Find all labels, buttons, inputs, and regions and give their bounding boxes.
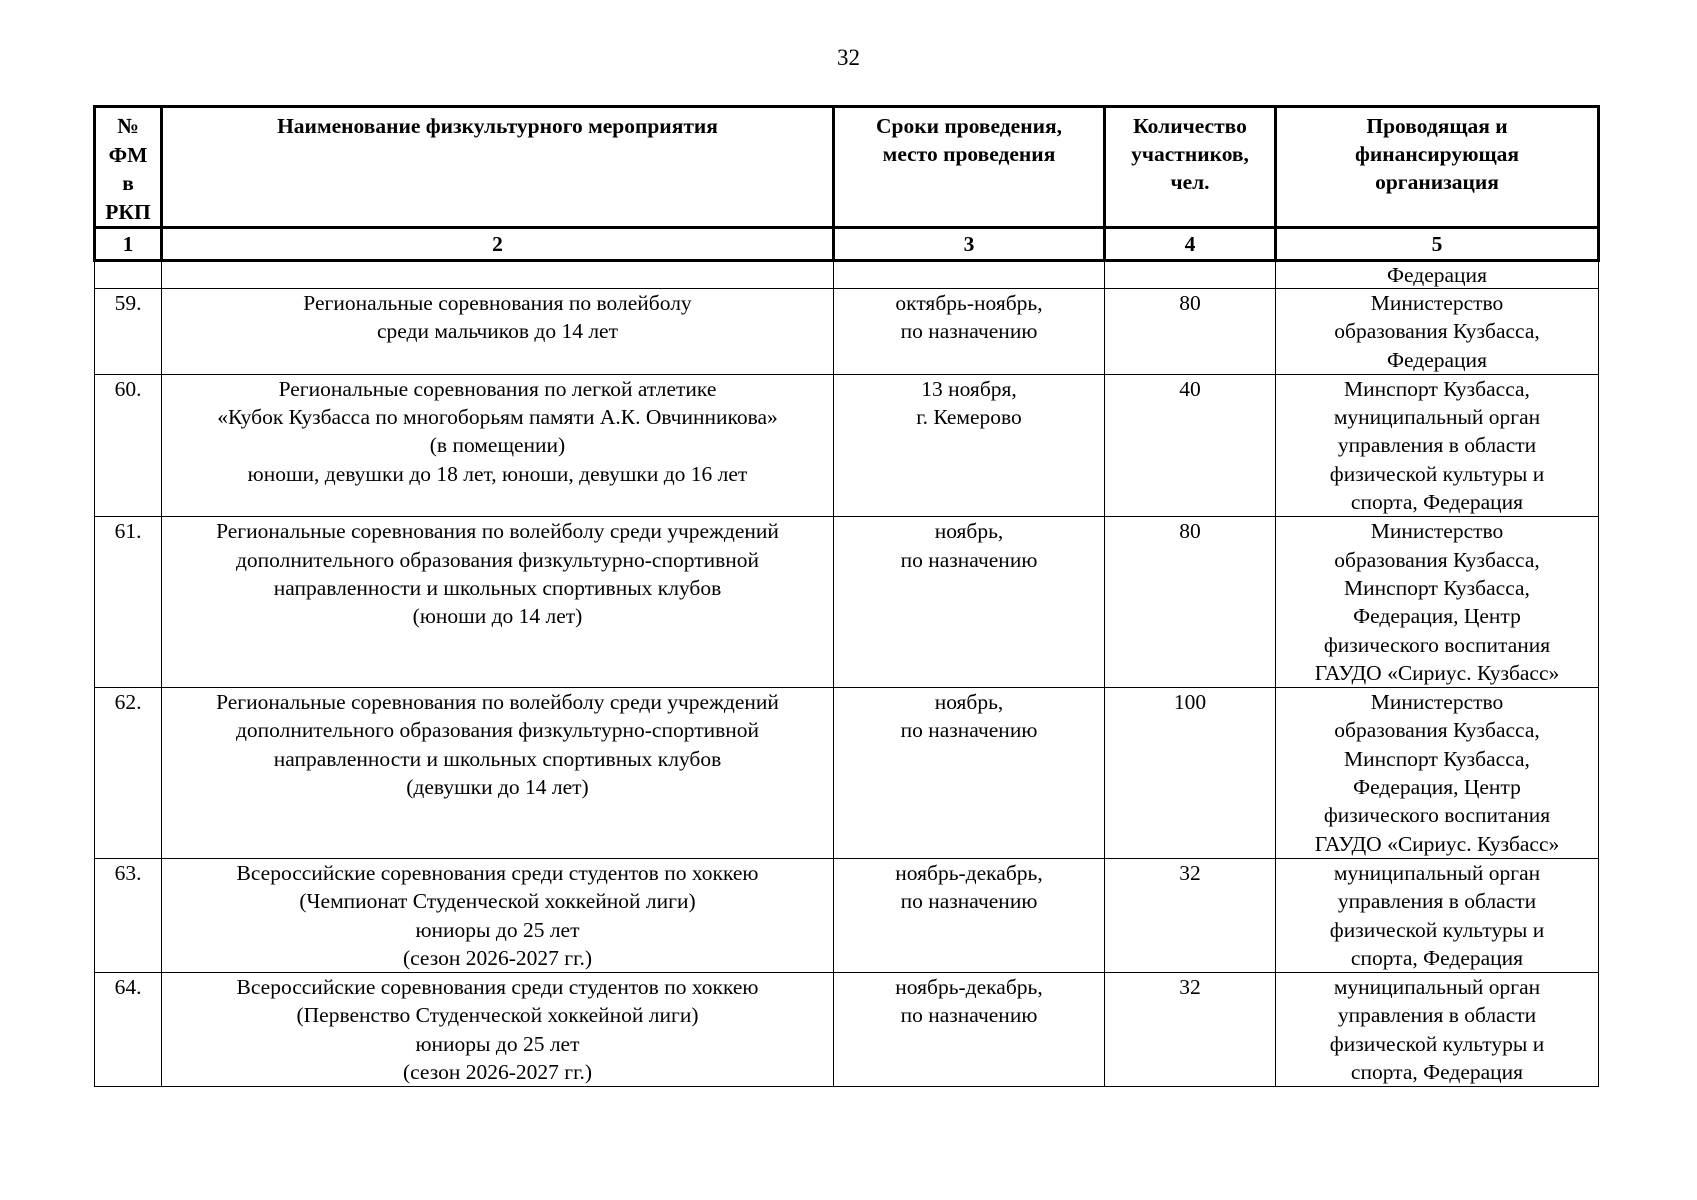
header-text: участников, <box>1131 142 1249 166</box>
cell-line: среди мальчиков до 14 лет <box>376 319 618 344</box>
cell-line: дополнительного образования физкультурно-спортивной <box>235 547 760 572</box>
cell-dates <box>834 688 1105 859</box>
cell-line: ноябрь-декабрь, <box>895 975 1043 1000</box>
column-number: 3 <box>834 228 1105 261</box>
cell-name <box>162 374 834 516</box>
cell-count: 40 <box>1105 374 1276 516</box>
table-row <box>95 973 1599 1087</box>
cell-name <box>162 261 834 289</box>
cell-line: г. Кемерово <box>916 405 1022 430</box>
cell-line: Минспорт Кузбасса, <box>1344 575 1530 600</box>
header-text: организация <box>1375 170 1499 194</box>
cell-line: ГАУДО «Сириус. Кузбасс» <box>1314 660 1560 685</box>
continuation-row <box>95 261 1599 289</box>
cell-line: муниципальный орган <box>1333 405 1541 430</box>
header-count <box>1105 107 1276 228</box>
cell-line: дополнительного образования физкультурно-спортивной <box>235 718 760 743</box>
header-text: ФМ <box>108 142 148 167</box>
table-row <box>95 289 1599 375</box>
column-number: 4 <box>1105 228 1276 261</box>
header-text: № <box>117 114 139 138</box>
cell-num: 59. <box>95 289 162 375</box>
cell-line: образования Кузбасса, <box>1334 718 1540 743</box>
cell-line: по назначению <box>900 718 1038 743</box>
cell-line: ГАУДО «Сириус. Кузбасс» <box>1314 831 1560 856</box>
cell-dates <box>834 973 1105 1087</box>
page-number: 32 <box>837 45 860 70</box>
cell-line: (юноши до 14 лет) <box>412 604 583 629</box>
header-row <box>95 107 1599 228</box>
cell-line: спорта, Федерация <box>1350 490 1524 515</box>
column-number: 2 <box>162 228 834 261</box>
cell-line: по назначению <box>900 889 1038 914</box>
cell-line: муниципальный орган <box>1333 975 1541 1000</box>
cell-name <box>162 289 834 375</box>
table-row <box>95 517 1599 688</box>
cell-line: Министерство <box>1370 291 1504 315</box>
cell-line: управления в области <box>1337 433 1537 458</box>
cell-line: юноши, девушки до 18 лет, юноши, девушки до 16 лет <box>247 461 748 486</box>
cell-dates <box>834 374 1105 516</box>
cell-line: Минспорт Кузбасса, <box>1344 746 1530 771</box>
events-table <box>93 105 1600 1087</box>
header-org <box>1276 107 1599 228</box>
cell-org <box>1276 858 1599 972</box>
cell-line: Федерация <box>1387 347 1487 372</box>
cell-line: по назначению <box>900 1003 1038 1028</box>
cell-line: физической культуры и <box>1329 1031 1545 1056</box>
cell-line: ноябрь-декабрь, <box>895 860 1043 885</box>
cell-count: 32 <box>1105 858 1276 972</box>
cell-dates <box>834 261 1105 289</box>
cell-count <box>1105 261 1276 289</box>
cell-dates <box>834 517 1105 688</box>
cell-line: управления в области <box>1337 889 1537 914</box>
header-text: Количество <box>1133 114 1247 138</box>
cell-org <box>1276 289 1599 375</box>
cell-line: по назначению <box>900 547 1038 572</box>
cell-line: ноябрь, <box>934 519 1004 544</box>
cell-line: «Кубок Кузбасса по многоборьям памяти А.К. Овчинникова» <box>217 405 778 430</box>
cell-line: направленности и школьных спортивных клубов <box>273 746 722 771</box>
cell-line: юниоры до 25 лет <box>415 917 580 942</box>
cell-line: юниоры до 25 лет <box>415 1031 580 1056</box>
cell-line: (сезон 2026-2027 гг.) <box>402 945 593 970</box>
cell-count: 100 <box>1105 688 1276 859</box>
cell-org <box>1276 517 1599 688</box>
cell-line: направленности и школьных спортивных клубов <box>273 575 722 600</box>
cell-line: Министерство <box>1370 519 1504 544</box>
header-text: РКП <box>105 199 151 224</box>
header-text: финансирующая <box>1354 142 1520 166</box>
cell-count: 32 <box>1105 973 1276 1087</box>
cell-line: физической культуры и <box>1329 461 1545 486</box>
column-number: 1 <box>95 228 162 261</box>
cell-org <box>1276 688 1599 859</box>
cell-count: 80 <box>1105 289 1276 375</box>
cell-line: Региональные соревнования по волейболу среди учреждений <box>216 690 779 715</box>
cell-line: физического воспитания <box>1323 632 1551 657</box>
cell-line: ноябрь, <box>934 690 1004 715</box>
cell-line: физического воспитания <box>1323 803 1551 828</box>
cell-num: 64. <box>95 973 162 1087</box>
cell-line: муниципальный орган <box>1333 860 1541 885</box>
cell-line: (девушки до 14 лет) <box>406 775 589 800</box>
cell-name <box>162 973 834 1087</box>
cell-line: физической культуры и <box>1329 917 1545 942</box>
header-text: место проведения <box>882 142 1056 166</box>
cell-num: 61. <box>95 517 162 688</box>
cell-line: 13 ноября, <box>921 376 1017 401</box>
cell-line: (Чемпионат Студенческой хоккейной лиги) <box>299 889 696 914</box>
cell-line: Всероссийские соревнования среди студентов по хоккею <box>236 975 759 1000</box>
header-text: чел. <box>1170 170 1210 194</box>
cell-line: Федерация, Центр <box>1353 604 1521 629</box>
cell-line: образования Кузбасса, <box>1334 547 1540 572</box>
header-dates <box>834 107 1105 228</box>
cell-name <box>162 688 834 859</box>
cell-line: (Первенство Студенческой хоккейной лиги) <box>296 1003 699 1028</box>
column-number: 5 <box>1276 228 1599 261</box>
cell-line: Минспорт Кузбасса, <box>1344 376 1530 401</box>
cell-line: (в помещении) <box>429 433 566 458</box>
cell-line: Федерация, Центр <box>1353 775 1521 800</box>
cell-line: спорта, Федерация <box>1350 945 1524 970</box>
cell-name <box>162 858 834 972</box>
cell-dates <box>834 858 1105 972</box>
table-row <box>95 374 1599 516</box>
header-text: Наименование физкультурного мероприятия <box>277 114 718 138</box>
cell-org <box>1276 374 1599 516</box>
cell-line: (сезон 2026-2027 гг.) <box>402 1060 593 1085</box>
cell-line: образования Кузбасса, <box>1334 319 1540 344</box>
cell-line: Региональные соревнования по волейболу среди учреждений <box>216 519 779 544</box>
cell-dates <box>834 289 1105 375</box>
cell-line: Всероссийские соревнования среди студентов по хоккею <box>236 860 759 885</box>
cell-num: 62. <box>95 688 162 859</box>
cell-org: Федерация <box>1276 261 1599 289</box>
cell-line: Министерство <box>1370 690 1504 715</box>
cell-num <box>95 261 162 289</box>
cell-name <box>162 517 834 688</box>
cell-line: по назначению <box>900 319 1038 344</box>
header-text: Проводящая и <box>1366 114 1508 138</box>
table-row <box>95 688 1599 859</box>
cell-line: Региональные соревнования по легкой атлетике <box>278 376 717 401</box>
cell-org <box>1276 973 1599 1087</box>
column-number-row <box>95 228 1599 261</box>
cell-num: 63. <box>95 858 162 972</box>
cell-num: 60. <box>95 374 162 516</box>
header-text: Сроки проведения, <box>875 114 1062 138</box>
cell-line: октябрь-ноябрь, <box>895 291 1043 315</box>
cell-line: управления в области <box>1337 1003 1537 1028</box>
cell-line: Региональные соревнования по волейболу <box>303 291 692 315</box>
header-text: в <box>122 171 134 195</box>
cell-line: спорта, Федерация <box>1350 1060 1524 1085</box>
table-row <box>95 858 1599 972</box>
header-num <box>95 107 162 228</box>
header-name <box>162 107 834 228</box>
cell-count: 80 <box>1105 517 1276 688</box>
